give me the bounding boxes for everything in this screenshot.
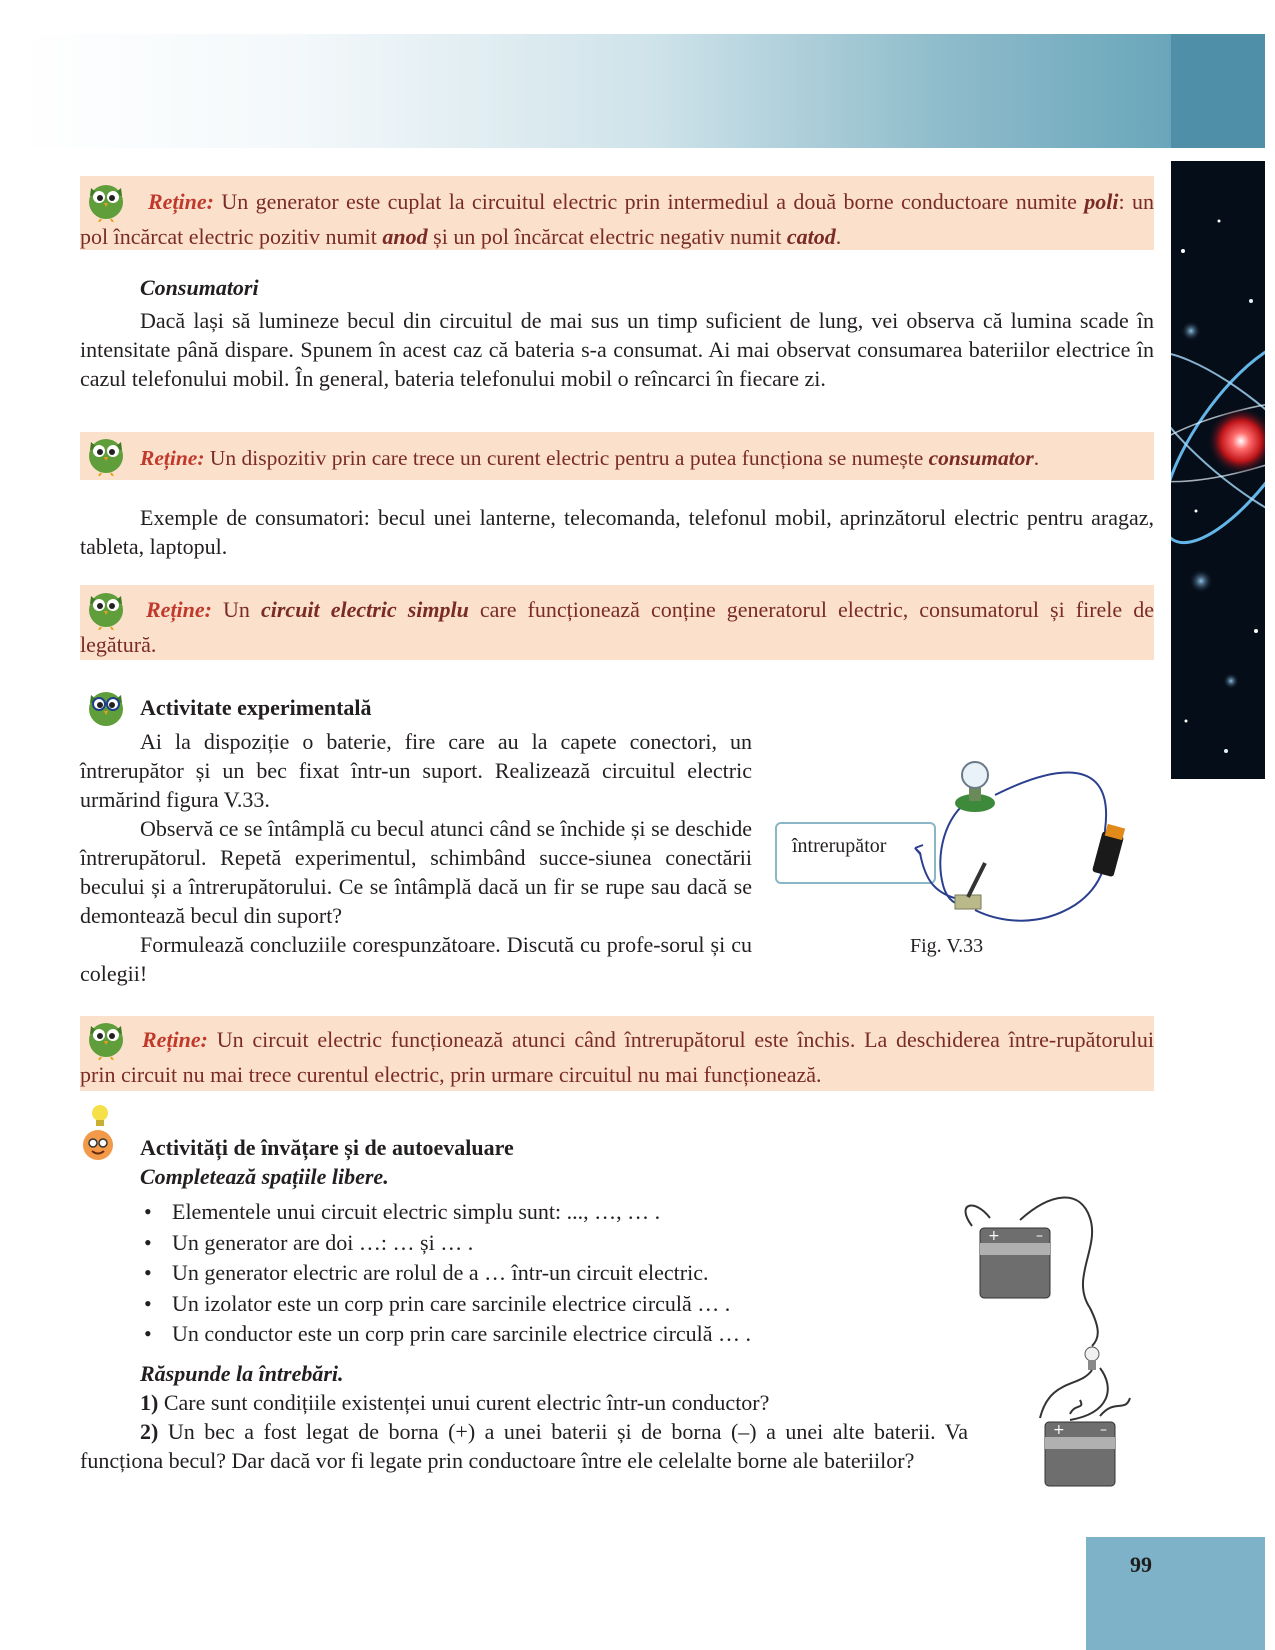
bullet-marker: • [144,1260,152,1285]
term-anod: anod [382,224,428,249]
circuit-drawing [775,745,1155,945]
section-title-activitate: Activitate experimentală [140,695,372,720]
atom-orbit-graphic [1171,161,1265,779]
term-circuit-simplu: circuit electric simplu [260,597,469,622]
two-batteries-bulb-illustration [950,1188,1150,1488]
box1-pre: Un generator este cuplat la circuitul electric prin intermediul a două borne conductoare numite [221,189,1077,214]
question-2-number: 2) [140,1419,159,1444]
battery-minus-sign: – [1100,1422,1107,1438]
list-item-text: Un conductor este un corp prin care sarcinile electrice circulă … . [172,1321,752,1346]
lightbulb-kid-icon [80,1103,120,1163]
list-item [140,1289,751,1320]
bullet-marker: • [144,1199,152,1224]
list-item [140,1319,751,1350]
section-title-activitati: Activități de învățare și de autoevaluare [140,1135,514,1160]
question-2-text: Un bec a fost legat de borna (+) a unei baterii și de borna (–) a unei alte baterii. Va funcționa becul? Dar dacă vor fi legate prin conductoare între ele celelalte borne ale bateriilor? [80,1419,968,1473]
list-item-text: Elementele unui circuit electric simplu sunt: ..., …, … . [172,1199,661,1224]
bullet-marker: • [144,1290,152,1316]
battery-plus-sign: + [988,1228,1000,1244]
circuit-figure [775,745,1155,975]
question-1-text: Care sunt condițiile existenței unui curent electric într-un conductor? [163,1390,770,1415]
term-poli: poli [1084,189,1119,214]
box4-text: Un circuit electric funcționează atunci când întrerupătorul este închis. La deschiderea între-rupătorului prin circuit nu mai trece curentul electric, prin urmare circuitul nu mai funcționează. [80,1027,1155,1087]
box3-post: care funcționează conține generatorul electric, consumatorul și firele de legătură. [80,597,1154,657]
page-number: 99 [1130,1552,1152,1577]
retine-label: Reține: [148,189,214,214]
box2-pre: Un dispozitiv prin care trece un curent electric pentru a putea funcționa se numește [209,446,924,470]
box3-pre: Un [223,597,250,622]
question-2 [80,1417,968,1475]
owl-glasses-icon [82,683,130,729]
section-title-consumatori: Consumatori [140,275,259,300]
list-item [140,1228,751,1259]
term-consumator: consumator [928,446,1034,470]
bullet-marker: • [144,1321,152,1346]
section-subtitle-completeaza: Completează spațiile libere. [140,1164,389,1189]
battery-plus-sign: + [1053,1422,1065,1438]
list-item-text: Un izolator este un corp prin care sarcinile electrice circulă … . [172,1290,731,1316]
header-band [17,34,1171,148]
question-1 [140,1388,769,1417]
list-item-text: Un generator electric are rolul de a … într-un circuit electric. [172,1260,709,1285]
retine-label: Reține: [146,597,212,622]
question-1-number: 1) [140,1390,159,1415]
fill-in-list [140,1197,751,1350]
switch-label: întrerupător [792,835,887,857]
section-title-raspunde: Răspunde la întrebări. [140,1361,344,1386]
atom-side-image [1171,161,1265,779]
retine-label: Reține: [140,446,205,470]
activitate-paragraph-1: Ai la dispoziție o baterie, fire care au la capete conectori, un întrerupător și un bec fixat într-un suport. Realizează circuitul electric urmărind figura V.33. [80,729,752,812]
activitate-paragraph-2: Observă ce se întâmplă cu becul atunci când se închide și se deschide întrerupătorul. Repetă experimentul, schimbând succe-siunea conectării becului și a întrerupătorului. Ce se întâmplă dacă un fir se rupe sau dacă se demontează becul din suport? [80,816,752,928]
battery-minus-sign: – [1036,1228,1043,1244]
retine-text-generator [80,184,1154,254]
box1-mid2: și un pol încărcat electric negativ numit [433,224,782,249]
retine-text-circuit-simplu [80,592,1154,662]
list-item [140,1258,751,1289]
activitate-paragraph-3: Formulează concluziile corespunzătoare. Discută cu profe-sorul și cu colegii! [80,932,752,986]
exemple-paragraph: Exemple de consumatori: becul unei lanterne, telecomanda, telefonul mobil, aprinzătorul electric pentru aragaz, tableta, laptopul. [80,505,1154,559]
retine-text-consumator [140,441,1154,476]
term-catod: catod [786,224,836,249]
box2-end: . [1033,446,1040,470]
list-item-text: Un generator are doi …: … și … . [172,1229,474,1255]
retine-label: Reține: [142,1027,208,1052]
box1-end: . [835,224,842,249]
retine-text-intrerupator [80,1022,1154,1092]
box1-mid1: : un pol încărcat electric pozitiv numit [80,189,1154,249]
bullet-marker: • [144,1229,152,1255]
header-block [1171,34,1265,148]
figure-caption: Fig. V.33 [910,935,984,957]
consumatori-paragraph: Dacă lași să lumineze becul din circuitul de mai sus un timp suficient de lung, vei observa că lumina scade în intensitate până dispare. Spunem în acest caz că bateria s-a consumat. Ai mai observat consumarea bateriilor electrice în cazul telefonului mobil. În general, bateria telefonului mobil o reîncarci în fiecare zi. [80,308,1154,391]
list-item [140,1197,751,1228]
owl-mascot-icon [82,430,130,476]
